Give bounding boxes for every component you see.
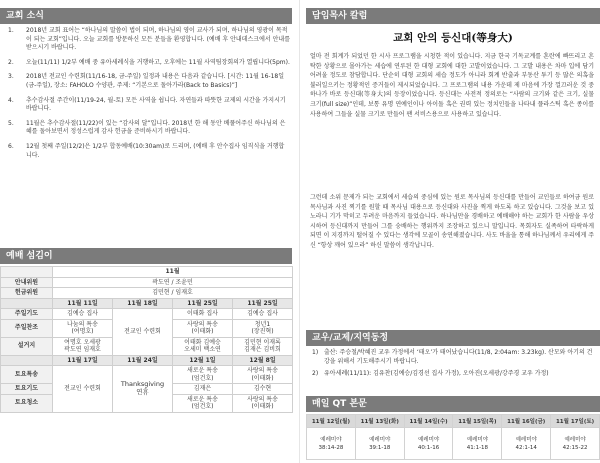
row-label: 주일찬조 [1, 319, 53, 337]
thanksgiving-cell [113, 366, 173, 413]
church-news-header: 교회 소식 [0, 8, 292, 24]
cell-line: 새로운 특송 [187, 395, 218, 403]
qt-day: 11월 12일(월) [307, 415, 356, 428]
cell-line: (여명호) [71, 328, 94, 335]
cell-line: (이태화) [251, 403, 274, 410]
qt-ref: 39:1-18 [369, 444, 391, 451]
table-row [1, 366, 293, 384]
qt-ref: 41:1-18 [466, 444, 489, 451]
table-cell [233, 394, 293, 412]
fellowship-news-header: 교우/교제/지역동정 [306, 330, 600, 346]
fellowship-news-list [312, 349, 594, 383]
news-item [8, 97, 290, 114]
news-item-number: 1. [8, 27, 14, 34]
cell-line: 새로운 특송 [187, 367, 218, 374]
row-label: 토요기도 [1, 384, 53, 395]
daily-qt-header: 매일 QT 본문 [306, 396, 600, 412]
qt-ref: 42:15-22 [562, 444, 588, 451]
qt-day: 11월 13일(화) [355, 415, 404, 428]
column-divider [299, 0, 300, 463]
table-row [1, 267, 293, 278]
qt-book: 예레미야 [564, 436, 586, 443]
qt-passage [453, 428, 502, 460]
table-cell [1, 355, 53, 366]
column-paragraph: 그런데 소위 문제가 되는 교회에서 세습의 중심에 있는 원로 목사님의 등신대를 만들어 교인들로 하여금 원로 목사님과 사진 찍기를 원할 때 목사님 대용으로 등신대와 사진을 찍게 하도록 하고 있습니다. 그것을 보고 있노라니 기가 막히고 두려운 마음까지 들었습니다. 하나님만을 경배하고 예배해야 하는 교회가 한 사람을 우상시하여 등신대까지 만들어 그를 숭배하는 행위까지 조장하고 있으니 말입니다. 목회자도 실족하여 타락하게 되면 이 지경까지 떨어질 수 있다는 생각에 모골이 송연해졌습니다. 사도 바울을 통해 하나님께서 우리에게 주신 “항상 깨어 있으라” 하신 말씀이 생각납니다. [310, 194, 594, 249]
news-item-number: 3. [8, 73, 14, 81]
qt-book: 예레미야 [466, 436, 489, 443]
date-cell: 12월 1일 [173, 355, 233, 366]
retreat-cell: 전교인 수련회 [53, 366, 113, 413]
date-cell: 11월 11일 [53, 298, 113, 309]
worship-servants-header: 예배 섬김이 [0, 248, 292, 264]
table-cell: 김민현 / 임재호 [53, 288, 293, 299]
qt-day: 11월 17일(토) [551, 415, 600, 428]
qt-day: 11월 14일(수) [404, 415, 453, 428]
news-item-number: 2. [8, 58, 14, 66]
news-item-text: 오늘(11/11) 1/2부 예배 중 유아세례식을 거행하고, 오후에는 11월 사역팀장회의가 열립니다(5pm). [26, 58, 290, 66]
table-cell: 곽도연 / 조윤민 [53, 277, 293, 288]
cell-line: Thanksgiving [120, 380, 165, 389]
qt-day: 11월 16일(금) [502, 415, 551, 428]
date-cell: 11월 25일 [173, 298, 233, 309]
news-item-text: 11월은 추수감사절(11/22)이 있는 “감사의 달”입니다. 2018년 한 해 동안 베풀어주신 하나님의 은혜를 돌아보면서 정성스럽게 감사 헌금을 준비하시기 바랍니다. [26, 119, 286, 136]
table-cell [1, 267, 53, 278]
qt-day: 11월 15일(목) [453, 415, 502, 428]
table-cell [173, 394, 233, 412]
cell-line: 사랑의 특송 [247, 395, 278, 403]
cell-line: (엄건호) [191, 403, 214, 410]
church-news-list [8, 27, 290, 166]
cell-line: 김민현 이재록 [244, 338, 281, 346]
news-item [8, 27, 290, 53]
qt-passage [502, 428, 551, 460]
cell-line: 사랑의 특송 [187, 320, 218, 328]
news-item-number: 5. [8, 119, 14, 127]
table-cell [1, 298, 53, 309]
qt-passage [355, 428, 404, 460]
news-item-number: 6. [8, 142, 14, 150]
qt-ref: 38:14-28 [318, 444, 344, 451]
table-cell: 김예승 집사 [233, 309, 293, 320]
fellowship-item-number: 2) [312, 370, 319, 377]
column-paragraph: 얼마 전 회계가 되었던 한 시사 프로그램을 시청한 적이 있습니다. 지금 한국 기독교계를 혼란에 빠뜨리고 흔탁한 상황으로 몰아가는 세습에 연루된 한 대형 교회에 대한 고발이었습니다. 그 고발 내용은 차마 입에 담기 어려울 정도로 참담합니다. 단순히 대형 교회의 세습 정도가 아니라 회계 반출과 부동산 투기 등 많은 의혹을 불러일으키는 정황적인 증거들이 제시되었습니다. 그 프로그램의 내용 가운데 제 마음에 가장 껄끄러운 것 중 하나가 바로 등신대(等身大)의 등장이었습니다. 등신대는 사전적 정의로는 “사람의 크기와 같은 크기, 실물 크기(full size)”인데, 보통 유명 연예인이나 아이돌 혹은 권력 있는 정치인들을 나타내 플라스틱 혹은 종이를 사용하여 그들을 실물 크기로 만들어 팬 서비스용으로 사용하고 있습니다. [310, 53, 594, 118]
row-label: 토요청소 [1, 394, 53, 412]
qt-passage [404, 428, 453, 460]
date-row [1, 298, 293, 309]
cell-line: 오세미 백소연 [184, 346, 221, 353]
row-label: 주일기도 [1, 309, 53, 320]
news-item-text: 추수감사절 주간이(11/19-24, 월-토) 모든 사역을 쉽니다. 자연들과 따뜻한 교제의 시간을 가지시기 바랍니다. [26, 96, 286, 113]
qt-book: 예레미야 [417, 436, 440, 443]
table-cell: 김예승 집사 [53, 309, 113, 320]
column-title: 교회 안의 등신대(等身大) [393, 32, 513, 44]
news-item-text: 2018년 전교인 수련회(11/16-18, 금-주일) 일정과 내용은 다음과 같습니다. [시간: 11월 16-18일(금-주일), 장소: FAHOLO 수양관, 주제: “기본으로 돌아가라(Back to Basics)”] [26, 73, 285, 89]
table-cell [173, 366, 233, 384]
table-row [1, 288, 293, 299]
news-item [8, 73, 290, 90]
table-cell [53, 337, 113, 355]
date-cell: 11월 25일 [233, 298, 293, 309]
fellowship-item [312, 370, 594, 379]
cell-line: 여명호 오세광 [64, 338, 101, 346]
qt-days-row [307, 415, 600, 428]
table-row [1, 309, 293, 320]
fellowship-item-number: 1) [312, 349, 319, 356]
qt-ref: 40:1-16 [417, 444, 440, 451]
row-label: 토요특송 [1, 366, 53, 384]
date-row [1, 355, 293, 366]
news-item [8, 143, 290, 160]
news-item [8, 120, 290, 137]
news-item-text: 12월 첫째 주일(12/2)은 1/2부 합동예배(10:30am)로 드리며, (예배 후 안수집사 임직식을 거행합니다. [26, 142, 285, 159]
qt-ref: 42:1-14 [515, 444, 537, 451]
date-cell: 12월 8일 [233, 355, 293, 366]
retreat-cell: 전교인 수련회 [113, 309, 173, 356]
row-label: 안내위원 [1, 277, 53, 288]
cell-line: 김재은 김비희 [244, 346, 281, 353]
table-cell [173, 337, 233, 355]
table-cell: 김재은 [173, 384, 233, 395]
cell-line: 곽도연 임재호 [64, 346, 101, 353]
cell-line: 사랑의 특송 [247, 367, 278, 374]
cell-line: 연휴 [136, 387, 149, 396]
row-label: 헌금위원 [1, 288, 53, 299]
cell-line: (엄건호) [191, 374, 214, 382]
qt-book: 예레미야 [320, 436, 342, 443]
date-cell: 11월 17일 [53, 355, 113, 366]
qt-book: 예레미야 [369, 436, 391, 443]
date-cell: 11월 18일 [113, 298, 173, 309]
table-cell [53, 319, 113, 337]
cell-line: (이태화) [251, 374, 274, 382]
qt-passages-row [307, 428, 600, 460]
date-cell: 11월 24일 [113, 355, 173, 366]
qt-passage [551, 428, 600, 460]
cell-line: 나눔의 특송 [67, 320, 98, 328]
fellowship-item-text: 유아세례(11/11): 김유찬(김예승/김경선 집사 가정), 오아진(오세광/강주경 교우 가정) [324, 370, 549, 377]
news-item-text: 2018년 교회 표어는 “하나님의 말씀이 법이 되며, 하나님의 영이 교사가 되며, 하나님의 영광이 목적이 되는 교회”입니다. 오늘 교회를 방문하신 모든 분들을 환영합니다. (예배 후 안내데스크에서 안내를 받으시기 바랍니다. [26, 27, 290, 52]
news-item-number: 4. [8, 96, 14, 104]
cell-line: (이태화) [191, 328, 214, 335]
table-cell: 이태화 집사 [173, 309, 233, 320]
daily-qt-table [306, 414, 600, 460]
cell-line: (장진혁) [251, 328, 274, 335]
qt-passage [307, 428, 356, 460]
table-cell [233, 337, 293, 355]
month-cell: 11월 [53, 267, 293, 278]
table-row [1, 277, 293, 288]
news-item [8, 59, 290, 68]
row-label: 설거지 [1, 337, 53, 355]
table-cell [233, 366, 293, 384]
cell-line: 청년1 [254, 320, 271, 328]
qt-book: 예레미야 [515, 436, 537, 443]
table-cell [233, 319, 293, 337]
fellowship-item-text: 출산: 주승철/박혜진 교우 가정에서 ‘태오’가 태어났습니다(11/8, 2:04am: 3.23kg). 산모와 아기의 건강을 위해서 기도해주시기 바랍니다. [324, 349, 593, 365]
fellowship-item [312, 349, 594, 366]
pastor-column-header: 담임목사 칼럼 [306, 8, 600, 24]
worship-servants-table [0, 266, 293, 413]
table-cell [173, 319, 233, 337]
cell-line: 이태화 김예승 [184, 338, 221, 346]
table-cell: 김수현 [233, 384, 293, 395]
